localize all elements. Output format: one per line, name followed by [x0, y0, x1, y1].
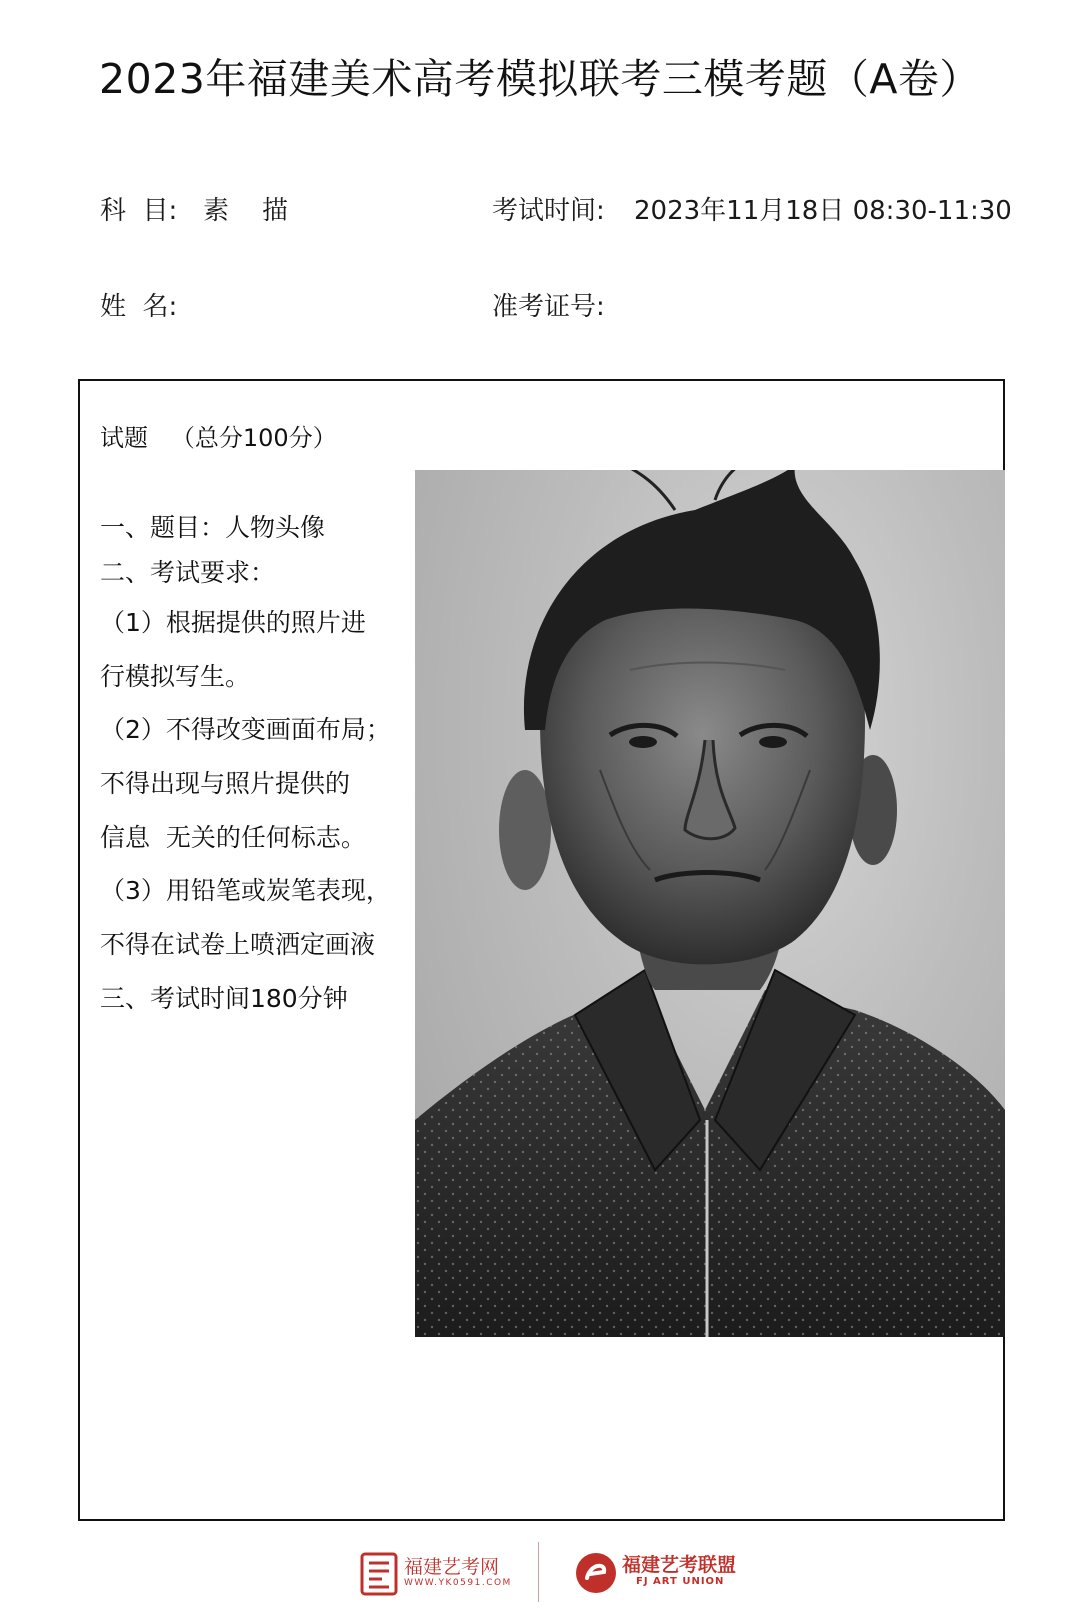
name-label: 姓 名:	[100, 292, 178, 322]
instruction-line: 不得在试卷上喷洒定画液	[100, 930, 376, 959]
subject-label: 科 目:	[100, 196, 178, 226]
instruction-line: 二、考试要求：	[100, 558, 276, 587]
instruction-line: （1）根据提供的照片进	[100, 608, 366, 637]
portrait-photo	[415, 470, 1005, 1337]
exam-time-label: 考试时间:	[492, 196, 605, 226]
instruction-line: （2）不得改变画面布局；	[100, 715, 391, 744]
footer	[0, 1538, 1080, 1608]
instruction-line: 三、考试时间180分钟	[100, 984, 348, 1013]
instruction-line: （3）用铅笔或炭笔表现，	[100, 876, 391, 905]
footer-logo2-name: 福建艺考联盟	[622, 1554, 737, 1576]
instruction-line: 信息 无关的任何标志。	[100, 823, 366, 852]
footer-logo1-name: 福建艺考网	[404, 1556, 500, 1578]
exam-time-value: 2023年11月18日 08:30-11:30	[634, 196, 1012, 226]
page-title: 2023年福建美术高考模拟联考三模考题（A卷）	[99, 55, 981, 103]
instruction-line: 一、题目：人物头像	[100, 513, 326, 542]
footer-logo1-url: WWW.YK0591.COM	[404, 1578, 512, 1588]
instruction-line: 不得出现与照片提供的	[100, 769, 351, 798]
instruction-line: 行模拟写生。	[100, 662, 251, 691]
portrait-figure	[415, 470, 1005, 1337]
subject-value: 素 描	[203, 196, 289, 226]
footer-logo2-subtitle: FJ ART UNION	[636, 1576, 725, 1587]
footer-divider	[538, 1542, 539, 1602]
question-heading: 试题 （总分100分）	[100, 424, 337, 452]
ticket-number-label: 准考证号:	[492, 292, 605, 322]
